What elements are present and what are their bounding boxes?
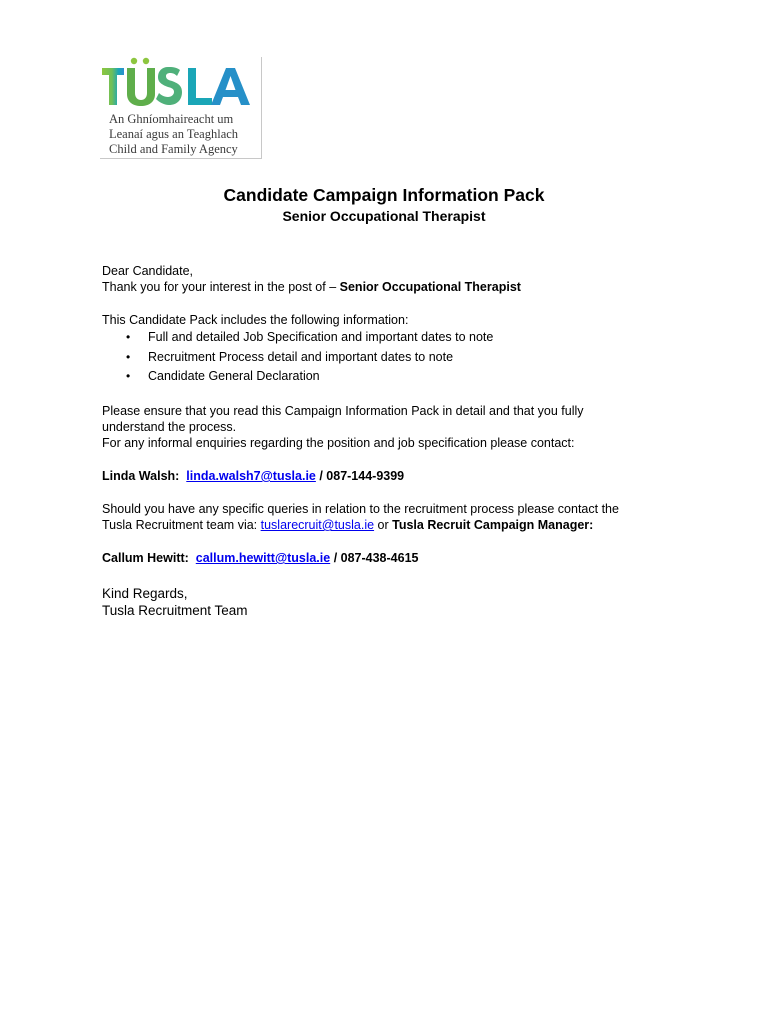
intro-post-title: Senior Occupational Therapist bbox=[339, 280, 521, 294]
pack-intro: This Candidate Pack includes the following information: bbox=[102, 313, 409, 327]
enquiries-line: For any informal enquiries regarding the position and job specification please contact: bbox=[102, 436, 575, 450]
list-item bbox=[102, 367, 493, 387]
pack-intro-block bbox=[102, 312, 662, 328]
recruit-email-link[interactable]: tuslarecruit@tusla.ie bbox=[260, 518, 375, 532]
contact-linda-line bbox=[102, 468, 662, 484]
document-subtitle: Senior Occupational Therapist bbox=[282, 208, 486, 224]
list-item bbox=[102, 328, 493, 348]
queries-line-1: Should you have any specific queries in relation to the recruitment process please contact the bbox=[102, 502, 619, 516]
contact-linda-email-link[interactable]: linda.walsh7@tusla.ie bbox=[186, 469, 316, 483]
queries-line-2 bbox=[102, 517, 662, 533]
closing-block bbox=[102, 585, 248, 619]
contact-callum-line bbox=[102, 550, 662, 566]
list-item-text: Full and detailed Job Specification and important dates to note bbox=[148, 330, 494, 344]
contact-callum-name: Callum Hewitt: bbox=[102, 551, 189, 565]
contact-callum-email-link[interactable]: callum.hewitt@tusla.ie bbox=[195, 551, 331, 565]
list-item bbox=[102, 348, 493, 368]
document-title: Candidate Campaign Information Pack bbox=[223, 185, 545, 205]
list-item-text: Candidate General Declaration bbox=[148, 369, 320, 383]
campaign-manager-label: Tusla Recruit Campaign Manager: bbox=[392, 518, 594, 532]
contact-linda-name: Linda Walsh: bbox=[102, 469, 180, 483]
logo-tagline bbox=[109, 112, 238, 157]
queries-paragraph bbox=[102, 501, 662, 533]
tusla-wordmark-graphic bbox=[100, 57, 262, 109]
tusla-logo bbox=[100, 57, 262, 159]
bullet-icon: • bbox=[126, 330, 131, 344]
contact-callum-phone: / 087-438-4615 bbox=[330, 551, 419, 565]
signature: Tusla Recruitment Team bbox=[102, 603, 248, 618]
logo-tagline-line-3: Child and Family Agency bbox=[109, 142, 238, 156]
queries-prefix: Tusla Recruitment team via: bbox=[102, 518, 261, 532]
contact-linda bbox=[102, 468, 662, 484]
greeting: Dear Candidate, bbox=[102, 264, 194, 278]
contact-linda-phone: / 087-144-9399 bbox=[315, 469, 405, 483]
list-item-text: Recruitment Process detail and important dates to note bbox=[148, 349, 454, 364]
greeting-block bbox=[102, 263, 662, 295]
ensure-paragraph bbox=[102, 403, 662, 451]
bullet-icon: • bbox=[126, 349, 131, 364]
tusla-wordmark bbox=[100, 57, 262, 109]
logo-tagline-line-1: An Ghníomhaireacht um bbox=[109, 112, 234, 126]
queries-or: or bbox=[374, 518, 393, 532]
contact-callum bbox=[102, 550, 662, 566]
intro-prefix: Thank you for your interest in the post of – bbox=[102, 280, 340, 294]
intro-line bbox=[102, 279, 662, 295]
bullet-icon: • bbox=[126, 369, 131, 383]
logo-tagline-line-2: Leanaí agus an Teaghlach bbox=[109, 127, 239, 141]
pack-contents-list bbox=[102, 328, 493, 387]
sign-off: Kind Regards, bbox=[102, 586, 188, 601]
ensure-line-1: Please ensure that you read this Campaign Information Pack in detail and that you fully bbox=[102, 404, 584, 418]
ensure-line-2: understand the process. bbox=[102, 420, 237, 434]
